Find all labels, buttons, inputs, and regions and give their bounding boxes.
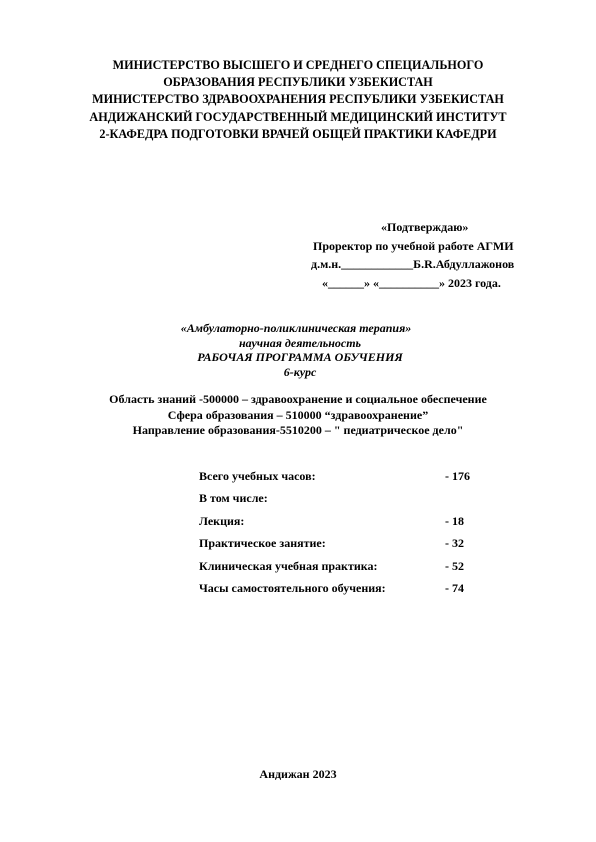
hours-row [199,514,499,536]
hours-table [199,469,499,603]
header-line: МИНИСТЕРСТВО ВЫСШЕГО И СРЕДНЕГО СПЕЦИАЛЬНОГО [112,58,484,72]
hours-row [199,559,499,581]
education-direction: Направление образования-5510200 – " педиатрическое дело" [132,423,464,438]
hours-value: - 18 [445,513,464,528]
program-activity: научная деятельность [238,335,362,350]
header-line: АНДИЖАНСКИЙ ГОСУДАРСТВЕННЫЙ МЕДИЦИНСКИЙ ИНСТИТУТ [89,109,507,124]
hours-label: Всего учебных часов: [199,469,316,483]
approval-position: Проректор по учебной работе АГМИ [313,238,514,253]
program-course: 6-курс [283,364,317,379]
approval-date: «______» «__________» 2023 года. [322,275,501,290]
program-title-block [0,321,596,379]
approval-title: «Подтверждаю» [381,220,469,234]
hours-value: - 176 [445,469,470,483]
place-year: Андижан 2023 [259,767,337,781]
hours-label: Практическое занятие: [199,536,326,551]
ministry-header [0,57,596,143]
hours-row [199,536,499,558]
header-line: ОБРАЗОВАНИЯ РЕСПУБЛИКИ УЗБЕКИСТАН [163,75,433,90]
header-line: 2-КАФЕДРА ПОДГОТОВКИ ВРАЧЕЙ ОБЩЕЙ ПРАКТИКИ КАФЕДРИ [99,126,497,141]
hours-value: - 74 [445,580,464,595]
program-subject: «Амбулаторно-поликлиническая терапия» [180,321,412,335]
hours-label: Клиническая учебная практика: [199,558,378,573]
hours-value: - 52 [445,558,464,573]
education-sphere: Сфера образования – 510000 “здравоохранение” [167,407,429,422]
hours-row [199,469,499,491]
hours-label: Часы самостоятельного обучения: [199,580,386,595]
hours-label: Лекция: [199,513,245,528]
hours-row [199,581,499,603]
approval-signature: д.м.н.____________Б.R.Абдуллажонов [311,257,515,271]
knowledge-area: Область знаний -500000 – здравоохранение и социальное обеспечение [109,392,487,406]
header-line: МИНИСТЕРСТВО ЗДРАВООХРАНЕНИЯ РЕСПУБЛИКИ УЗБЕКИСТАН [92,92,504,107]
hours-value: - 32 [445,536,464,551]
program-title: РАБОЧАЯ ПРОГРАММА ОБУЧЕНИЯ [197,350,403,365]
education-fields [0,392,596,439]
hours-row [199,491,499,513]
approval-block [305,218,565,292]
hours-label: В том числе: [199,491,268,506]
